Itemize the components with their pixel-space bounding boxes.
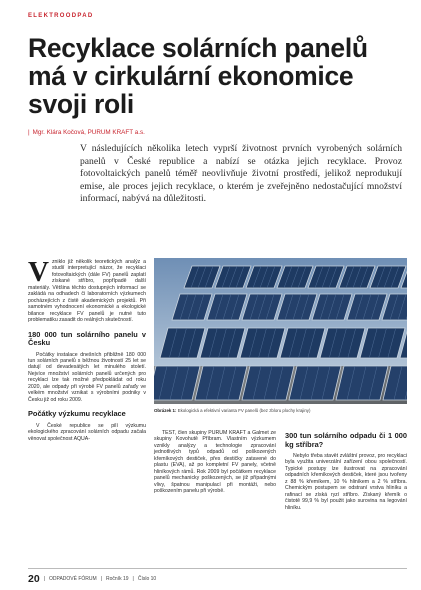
column-3-text: Nebylo třeba stavět zvláštní provoz, pro recyklaci byla využita univerzální zařízení obou společností. Typické postupy lze ilustrovat na zpracování odpadních křemíkových destiček, které jsou tvořeny z 88 % křemíkem, 10 % hliníkem a 2 % stříbra. Chemickým postupem se odstraní vrstva hliníku a rafinací se získá ryzí stříbro. Získaný křemík o čistotě 99,9 % byl použit jako surovina na legování hliníku. — [285, 453, 407, 511]
subheading-3: 300 tun solárního odpadu či 1 000 kg stříbra? — [285, 431, 407, 449]
drop-cap: V — [28, 256, 49, 288]
author-line — [28, 129, 145, 136]
issue-number: Číslo 10 — [137, 576, 157, 582]
page-footer — [28, 573, 156, 585]
intro-text: zniklo již několik teoretických analýz a studií interpretující názor, že recyklaci fotovoltaických (dále FV) panelů zaplatí získané stříbro, popřípadě další materiály. Většina těchto dostupných informací se zakládá na odhadech či laboratorních výzkumech pocházejících z čistě akademických projektů. Při samotném vyhodnocení ekonomické a ekologické bilance recyklace FV panelů je nutné tuto problematiku zasadit do reálných skutečností. — [28, 259, 146, 324]
volume: Ročník 19 — [106, 576, 129, 582]
footer-separator: | — [43, 576, 45, 582]
caption-label: Obrázek 1: — [154, 408, 177, 413]
footer-rule — [28, 568, 407, 569]
body-paragraph-1: Počátky instalace dnešních přibližně 180 000 tun solárních panelů s běžnou životností 25 let se datují od devadesátých let minulého století. Nejvíce množství solárních panelů určených pro recyklaci lze tak možné předpokládat od roku 2020, ale odpady při výrobě FV panelů zařaďy ve velkém množství vznikat s výrobními podniky v Česku již od roku 2009. — [28, 351, 146, 403]
caption-text: Ekologická a efektivní varianta FV panelů (bez zbloru plochy krajiny) — [177, 408, 311, 413]
article-title: Recyklace solárních panelů má v cirkulární ekonomice svoji roli — [28, 33, 368, 119]
author-name: Mgr. Klára Kočová, PURUM KRAFT a.s. — [32, 129, 145, 136]
author-separator: | — [28, 129, 30, 136]
solar-panels-illustration — [154, 258, 407, 404]
column-2 — [154, 430, 276, 495]
column-2-text: TEST, člen skupiny PURUM KRAFT a Galmet ze skupiny Kovohutě Příbram. Vlastním výzkumem vznikly analýzy a technologie zpracování jednotlivých typů odpadů od poškozených křemíkových destiček, přes destičky zatavené do plastu (EVA), až po kompletní FV panely, včetně hliníkových rámů. Rok 2009 byl počátkem recyklace panelů mechanicky poškozených, se již případnými vlivy, špatnou manipulací při montáži, nebo poškozením panelu při výrobě. — [154, 430, 276, 495]
body-paragraph-2: V České republice se pilí výzkumu ekologického zpracování solárních odpadu začala věnovat společnost AQUA- — [28, 422, 146, 442]
solar-panels-photo — [154, 258, 407, 404]
magazine-name: ODPADOVÉ FÓRUM — [49, 576, 97, 582]
subheading-1: 180 000 tun solárního panelu v Česku — [28, 329, 146, 348]
page-number: 20 — [28, 573, 40, 585]
lead-paragraph: V následujících několika letech vyprší životnost prvních vyrobených solárních panelů v České republice a nabízí se otázka jejich recyklace. Provoz fotovoltaických panelů téměř neovlivňuje životní prostředí, jelikož neprodukují emise, ale proces jejich recyklace, o kterém je zveřejněno nedostačující množství informací, nabývá na důležitosti. — [80, 143, 402, 205]
column-3 — [285, 430, 407, 511]
footer-separator: | — [100, 576, 103, 582]
intro-paragraph — [28, 256, 146, 324]
section-tag: ELEKTROODPAD — [28, 13, 94, 19]
subheading-2: Počátky výzkumu recyklace — [28, 409, 126, 419]
photo-caption — [154, 408, 407, 413]
footer-separator: | — [132, 576, 134, 582]
column-1 — [28, 256, 146, 442]
